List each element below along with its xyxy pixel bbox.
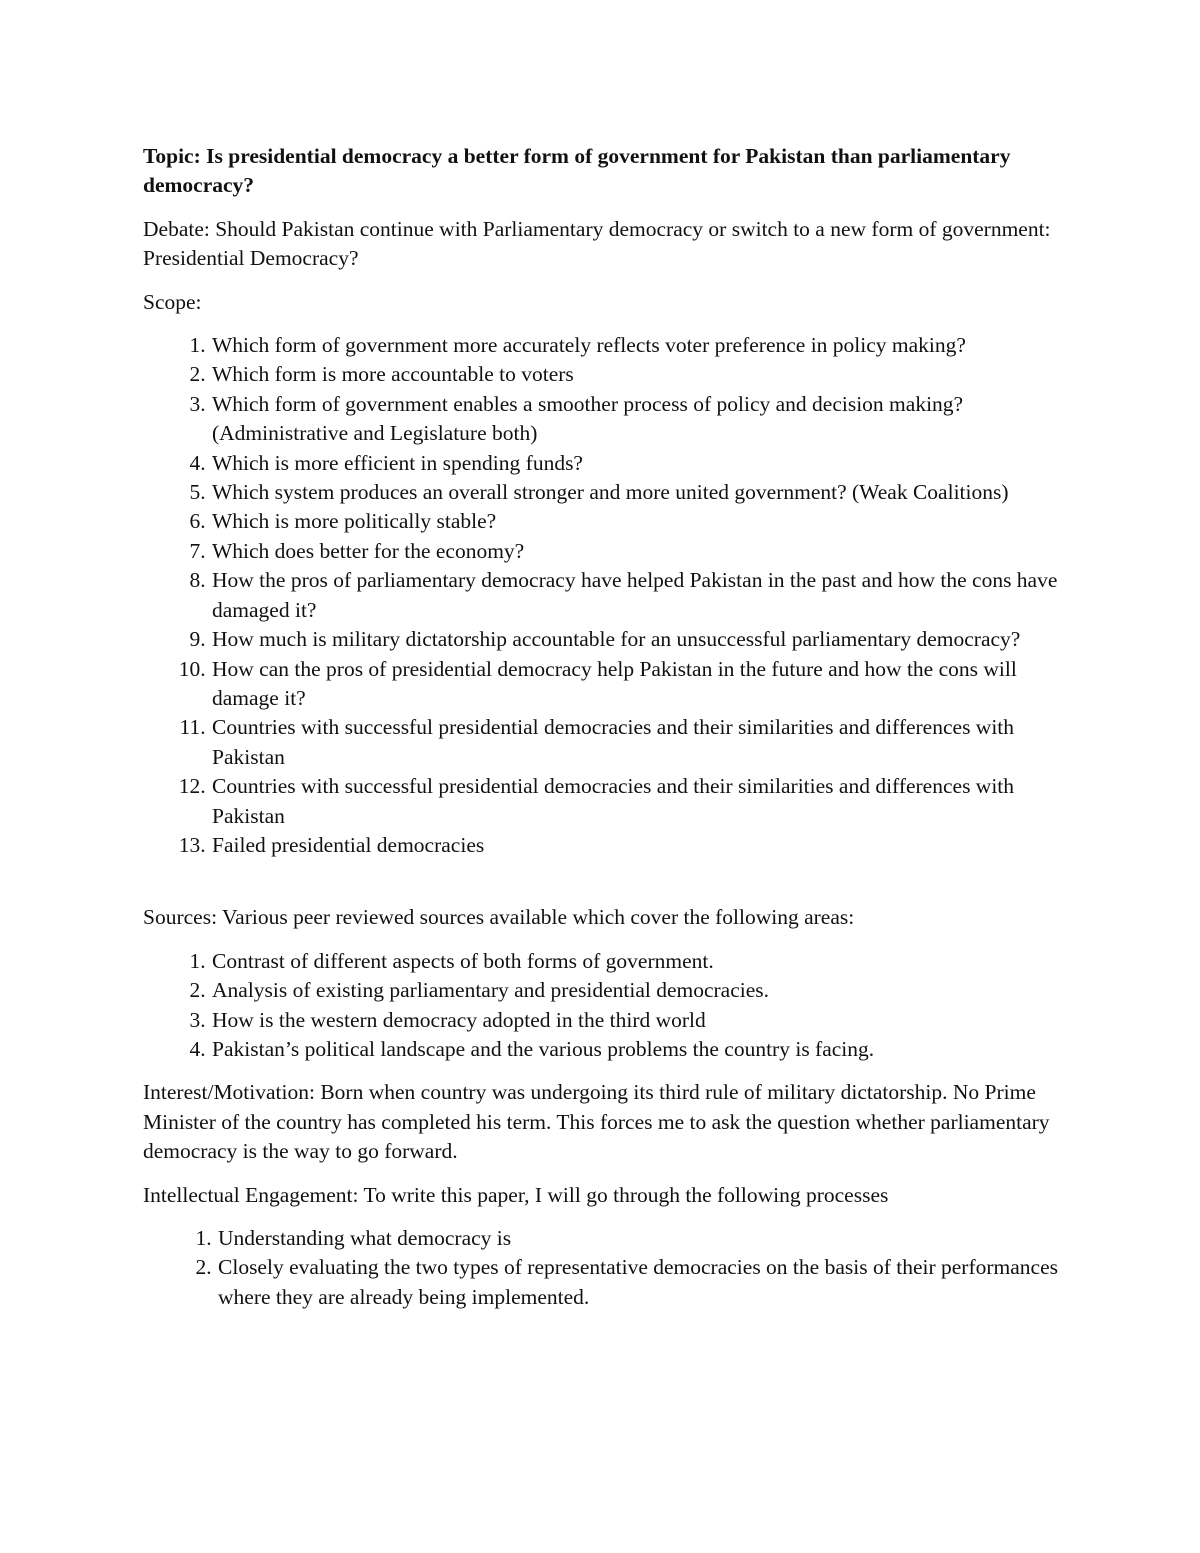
list-item: 1. Which form of government more accurately reflects voter preference in policy making? (211, 331, 1063, 360)
list-item: 10. How can the pros of presidential democracy help Pakistan in the future and how the cons will damage it? (211, 655, 1063, 714)
list-item: 7. Which does better for the economy? (211, 537, 1063, 566)
list-item: 2. Analysis of existing parliamentary and presidential democracies. (211, 976, 1063, 1005)
list-item: 12. Countries with successful presidential democracies and their similarities and differences with Pakistan (211, 772, 1063, 831)
list-item: 4. Pakistan’s political landscape and the various problems the country is facing. (211, 1035, 1063, 1064)
sources-label: Sources: Various peer reviewed sources available which cover the following areas: (143, 905, 855, 930)
sources-list (143, 947, 1063, 1065)
engagement-label: Intellectual Engagement: To write this paper, I will go through the following processes (143, 1182, 889, 1207)
list-item: 3. Which form of government enables a smoother process of policy and decision making?(Administrative and Legislature both) (211, 390, 1063, 449)
scope-list (143, 331, 1063, 860)
list-item: 5. Which system produces an overall stronger and more united government? (Weak Coalitions) (211, 478, 1063, 507)
list-item: 2. Closely evaluating the two types of representative democracies on the basis of their performances where they are already being implemented. (217, 1253, 1063, 1312)
debate-paragraph: Debate: Should Pakistan continue with Parliamentary democracy or switch to a new form of government: Presidential Democracy? (143, 216, 1051, 271)
topic-heading: Topic: Is presidential democracy a better form of government for Pakistan than parliamentary democracy? (143, 144, 1011, 198)
list-item: 9. How much is military dictatorship accountable for an unsuccessful parliamentary democracy? (211, 625, 1063, 654)
list-item: 6. Which is more politically stable? (211, 507, 1063, 536)
list-item: 4. Which is more efficient in spending funds? (211, 449, 1063, 478)
list-item: 11. Countries with successful presidential democracies and their similarities and differences with Pakistan (211, 713, 1063, 772)
list-item: 2. Which form is more accountable to voters (211, 360, 1063, 389)
list-item: 3. How is the western democracy adopted in the third world (211, 1006, 1063, 1035)
scope-label: Scope: (143, 289, 202, 314)
list-item: 13. Failed presidential democracies (211, 831, 1063, 860)
interest-paragraph: Interest/Motivation: Born when country was undergoing its third rule of military dictatorship. No Prime Minister of the country has completed his term. This forces me to ask the question whether parliamentary democracy is the way to go forward. (143, 1080, 1050, 1164)
document-page (143, 142, 1063, 1326)
blank-line (143, 874, 1063, 903)
list-item: 1. Understanding what democracy is (217, 1224, 1063, 1253)
list-item: 8. How the pros of parliamentary democracy have helped Pakistan in the past and how the cons have damaged it? (211, 566, 1063, 625)
engagement-list (143, 1224, 1063, 1312)
list-item: 1. Contrast of different aspects of both forms of government. (211, 947, 1063, 976)
